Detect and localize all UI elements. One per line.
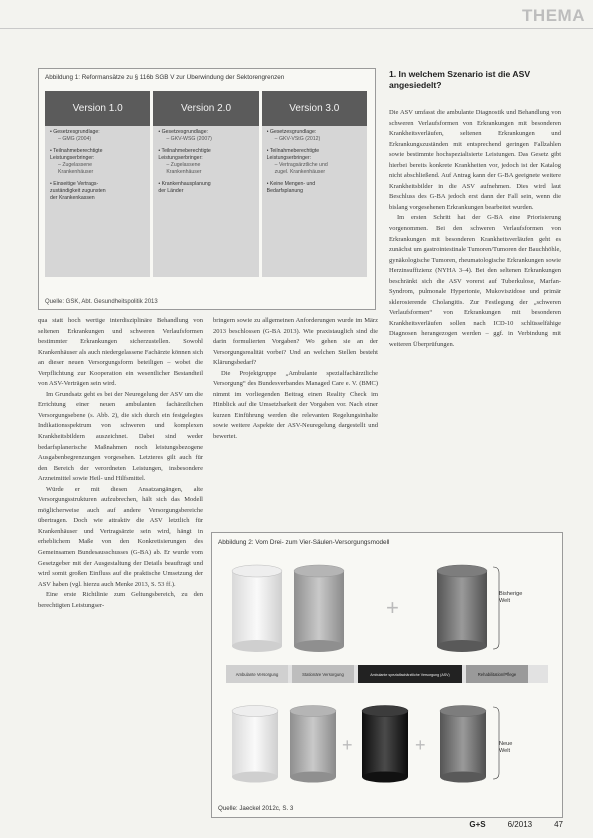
cylinder-inpatient-old <box>294 565 344 652</box>
version-line: • Gesetzesgrundlage: <box>266 129 317 135</box>
old-world-bracket <box>493 567 499 649</box>
version-body <box>45 126 150 277</box>
version-column <box>45 91 150 277</box>
version-line: Leistungserbringer: <box>158 155 203 162</box>
figure-2-source: Quelle: Jaeckel 2012c, S. 3 <box>218 805 294 812</box>
version-line: Leistungserbringer: <box>266 155 312 162</box>
version-line: Krankenhäuser <box>166 169 202 176</box>
version-line: • Krankenhausplanung <box>158 181 211 188</box>
version-line: • Teilnahmeberechtigte <box>158 148 211 155</box>
version-line: – Zugelassene <box>166 162 201 169</box>
version-columns <box>45 91 367 277</box>
version-line: – Zugelassene <box>58 162 93 169</box>
version-body <box>153 126 258 277</box>
label-outpatient: Ambulante Versorgung <box>235 672 279 677</box>
version-line: • Teilnahmeberechtigte <box>266 148 320 155</box>
label-inpatient: Stationäre Versorgung <box>302 672 344 677</box>
figure-1-title: Abbildung 1: Reformansätze zu § 116b SGB V zur Überwindung der Sektorengrenzen <box>45 74 285 81</box>
cylinder-rehab-new <box>440 706 486 783</box>
version-line: – GMG (2004) <box>58 136 92 143</box>
header-rule <box>0 28 593 29</box>
figure-1 <box>38 68 376 310</box>
version-line: – GKV-VStG (2012) <box>274 136 321 143</box>
journal-name: G+S <box>469 820 486 829</box>
new-world-label: Neue Welt <box>499 741 513 754</box>
pillar-diagram <box>212 533 562 817</box>
version-heading: Version 1.0 <box>45 91 150 126</box>
version-column <box>262 91 367 277</box>
right-column-text <box>389 108 561 351</box>
column-b-text <box>213 316 378 443</box>
cylinder-asv-new <box>362 706 408 783</box>
version-line: zugel. Krankenhäuser <box>274 169 326 176</box>
cylinder-outpatient-old <box>232 565 282 652</box>
column-a-text <box>38 316 203 611</box>
paragraph: bringern sowie zu allgemeinen Anforderungen wurde im März 2013 beschlossen (G-BA 2013). Wie praxistauglich sind die darin formulierten Vorgaben? Wo gehen sie an der Versorgungsrealität vorbei? Und an welchen Stellen besteht Klärungsbedarf? <box>213 317 378 367</box>
label-asv: Ambulante spezialfachärztliche Versorgung (ASV) <box>370 673 450 677</box>
version-line: Bedarfsplanung <box>266 188 303 195</box>
issue-number: 6/2013 <box>507 820 533 829</box>
version-heading: Version 2.0 <box>153 91 258 126</box>
version-line: Leistungserbringer: <box>50 155 95 162</box>
plus-icon: + <box>342 735 353 755</box>
version-line: • Teilnahmeberechtigte <box>50 148 103 155</box>
version-line: • Gesetzesgrundlage: <box>158 129 209 135</box>
version-line: • Gesetzesgrundlage: <box>50 129 100 135</box>
page-number: 47 <box>554 820 563 829</box>
version-line: der Länder <box>158 188 184 195</box>
version-line: der Krankenkassen <box>50 195 95 202</box>
version-body <box>262 126 367 277</box>
paragraph: Die Projektgruppe „Ambulante spezialfachärztliche Versorgung“ des Bundesverbandes Managed Care e. V. (BMC) nimmt im vorliegenden Beitrag einen Reality Check im Hinblick auf die Umsetzbarkeit der Vorgaben vor. Nach einer kurzen Einführung werden die relevanten Regelungsinhalte sowie weitere Aspekte der ASV-Neuregelung dargestellt und bewertet. <box>213 369 378 441</box>
figure-2-title: Abbildung 2: Vom Drei- zum Vier-Säulen-Versorgungsmodell <box>218 539 390 546</box>
version-line: • Keine Mengen- und <box>266 181 316 188</box>
paragraph: Die ASV umfasst die ambulante Diagnostik und Behandlung von schweren Verlaufsformen von Erkrankungen mit besonderen Krankheitsverläufen, seltenen Erkrankungen und Erkrankungszuständen mit entsprechend geringen Fallzahlen sowie bestimmte hochspezialisierte Leistungen. Das Gesetz gibt hierbei bereits konkrete Krankheiten vor, jedoch ist der Katalog nicht abschließend. Auf Antrag kann der G-BA geeignete weitere Krankheitsbilder in die ASV aufnehmen. Dies wird laut Beschluss des G-BA jedoch erst dann der Fall sein, wenn die bislang vorgesehenen Erkrankungen bearbeitet wurden. <box>389 109 561 211</box>
version-line: Krankenhäuser <box>58 169 94 176</box>
paragraph: qua statt hoch wertige interdisziplinäre Behandlung von seltenen Erkrankungen und schweren Verlaufsformen bestimmter Erkrankungen sicherzustellen. Sowohl Krankenhäuser als auch niedergelassene Fachärzte können sich an dieser neuen Versorgungsform beteiligen – wobei die Verpflichtung zur Kooperation ein wesentlicher Bestandteil von ASV-Verträgen sein wird. <box>38 317 203 388</box>
section-tag: THEMA <box>522 6 585 25</box>
cylinder-inpatient-new <box>290 706 336 783</box>
plus-icon: + <box>386 595 399 620</box>
figure-2 <box>211 532 563 818</box>
paragraph: Im Grundsatz geht es bei der Neuregelung der ASV um die Errichtung einer neuen ambulanten fachärztlichen Versorgungsebene (s. Abb. 2), die sich durch ein festgelegtes Indikationsspektrum von schweren und komplexen Krankheitsbildern auszeichnet. Dabei sind weder bedarfsplanerische Maßnahmen noch leistungsbezogene Ausgabenbegrenzungen vorgesehen. Letzteres gilt auch für den Bereich der verordneten Leistungen, insbesondere Arzneimittel sowie Heil- und Hilfsmittel. <box>38 390 203 483</box>
label-rehab: Rehabilitation/Pflege <box>477 672 517 677</box>
plus-icon: + <box>415 735 426 755</box>
figure-1-source: Quelle: GSK, Abt. Gesundheitspolitik 2013 <box>45 299 158 305</box>
paragraph: Würde er mit diesen Ansatzangängen, alte Versorgungsstrukturen aufzubrechen, hält sich das Modell möglicherweise auch auf andere Versorgungsbereiche übertragen. Doch wie attraktiv die ASV letztlich für Krankenhäuser und Vertragsärzte sein wird, hängt in erheblichem Maße von den Konkretisierungen des Gemeinsamen Bundesausschusses (G-BA) ab. Er wurde vom Gesetzgeber mit der Ausgestaltung der Details beauftragt und wird somit großen Einfluss auf die praktische Umsetzung der ASV haben (vgl. hierzu auch Menke 2013, S. 53 ff.). <box>38 485 203 588</box>
section-heading: 1. In welchem Szenario ist die ASV angesiedelt? <box>389 69 531 90</box>
old-world-label: Bisherige Welt <box>499 591 523 604</box>
cylinder-rehab-old <box>437 565 487 652</box>
version-line: zuständigkeit zugunsten <box>50 188 106 195</box>
page-footer <box>469 820 563 829</box>
paragraph: Eine erste Richtlinie zum Geltungsbereich, zu den berechtigten Leistungser- <box>38 591 203 609</box>
paragraph: Im ersten Schritt hat der G-BA eine Priorisierung vorgenommen. Bei den schweren Verlaufsformen von Erkrankungen mit besonderen Krankheitsverläufen geht es zunächst um gastrointestinale Tumoren/Tumoren der Bauchhöhle, gynäkologische Tumoren, rheumatologische Erkrankungen sowie Herzinsuffizienz (NYHA 3–4). Bei den seltenen Erkrankungen beschränkt sich die ASV vorerst auf Tuberkulose, Marfan-Syndrom, pulmonale Hypertonie, Mukoviszidose und primär sklerosierende Cholangitis. Zur Festlegung der „schweren Verlaufsformen“ von Erkrankungen mit besonderen Krankheitsverläufen sollen nach ICD-10 schlüsselfähige Diagnosen herangezogen werden – ggf. in Verbindung mit weiteren Überprüfungen. <box>389 214 561 349</box>
version-line: – Vertragsärztliche und <box>274 162 328 169</box>
version-column <box>153 91 258 277</box>
version-heading: Version 3.0 <box>262 91 367 126</box>
version-line: – GKV-WSG (2007) <box>166 136 212 143</box>
cylinder-outpatient-new <box>232 706 278 783</box>
version-line: • Einseitige Vertrags- <box>50 181 99 188</box>
